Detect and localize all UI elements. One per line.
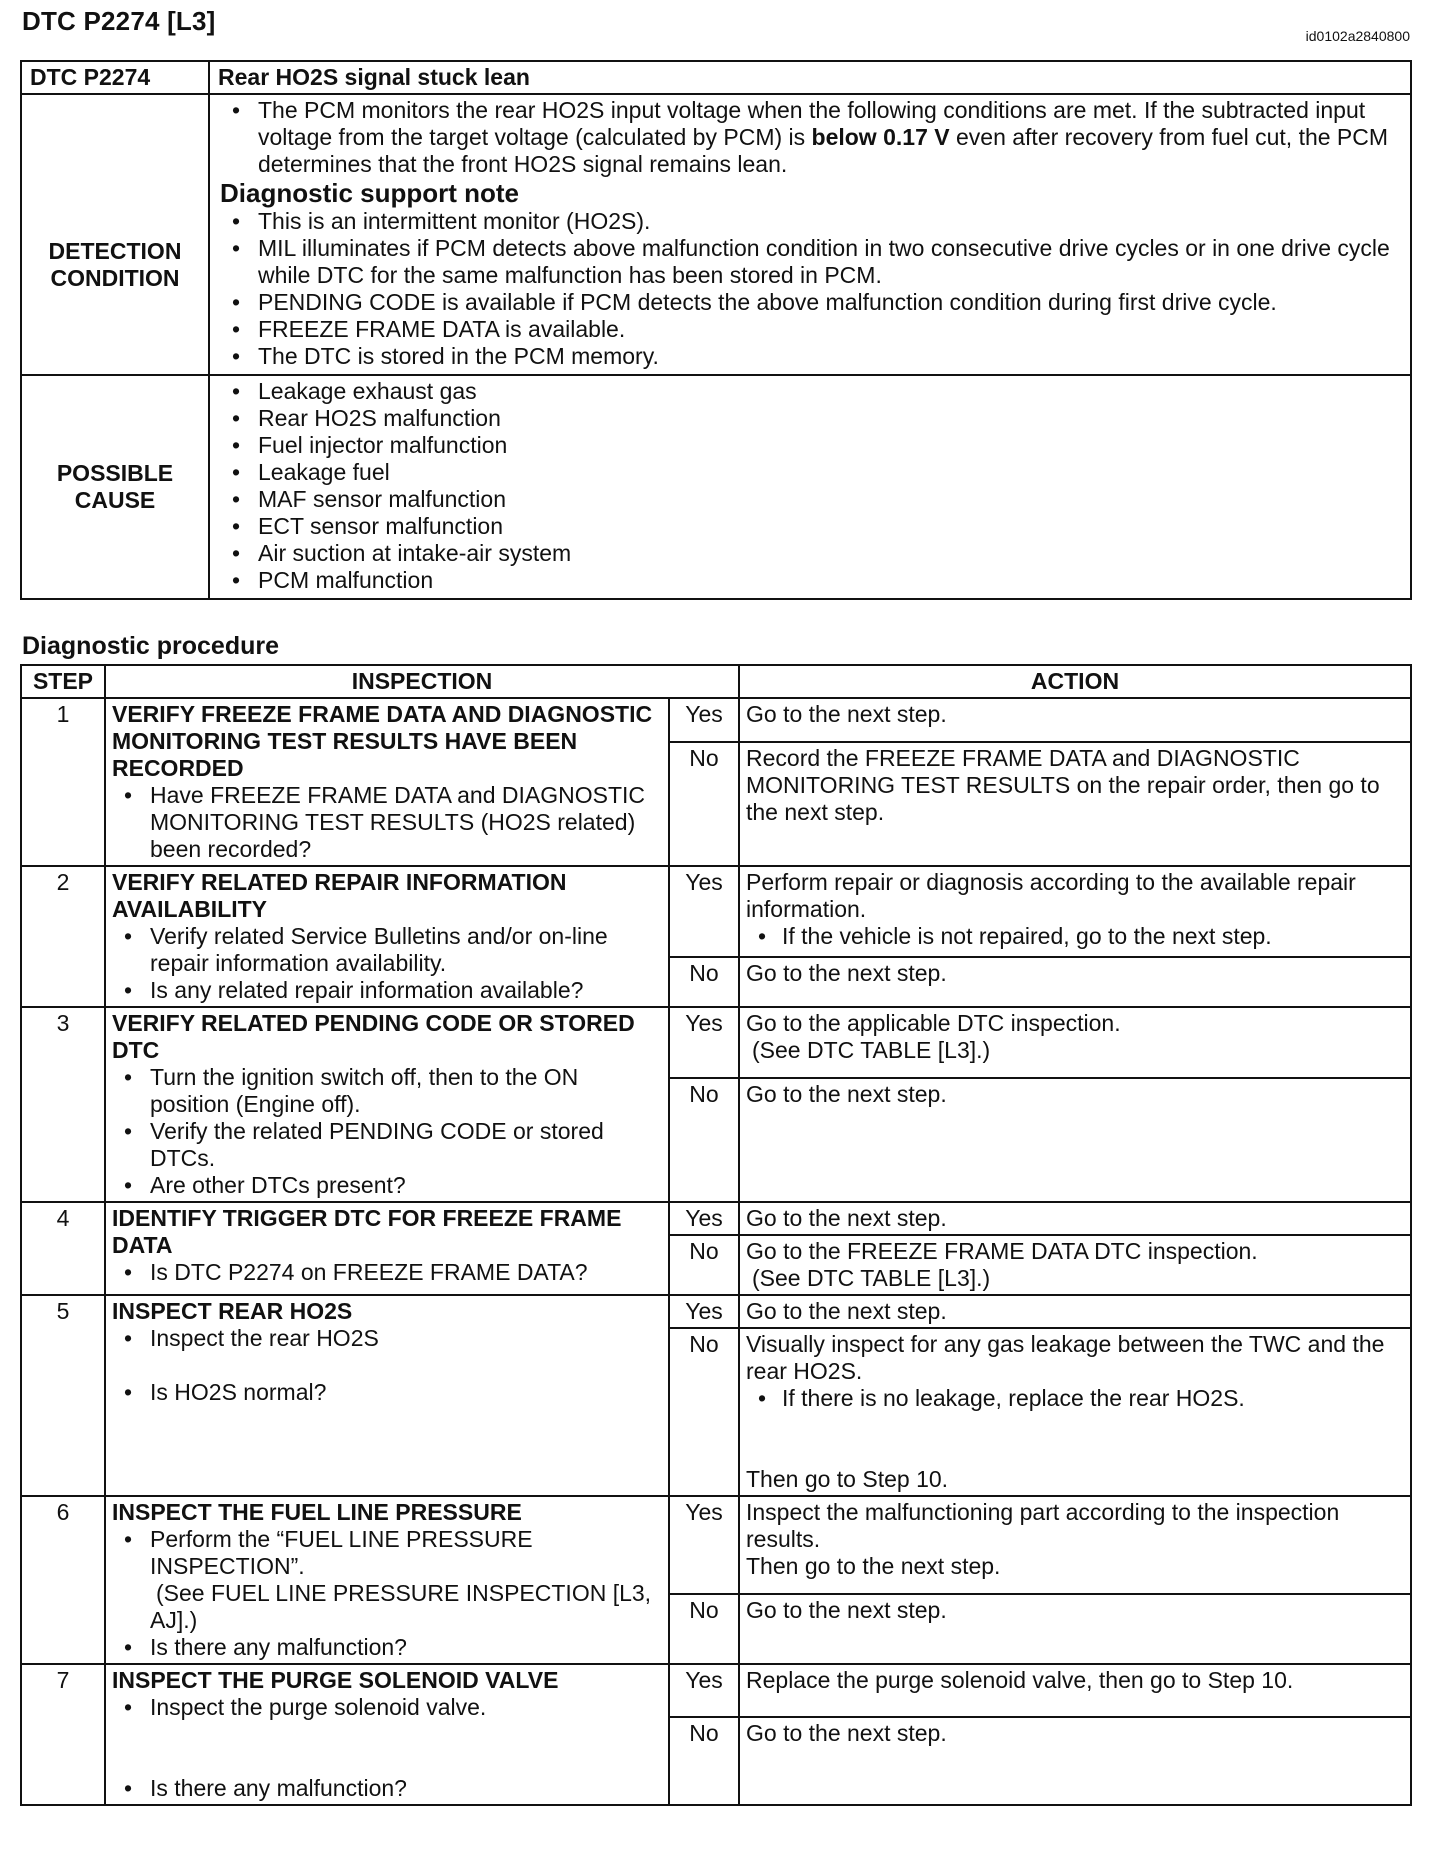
detection-monitor-text: • The PCM monitors the rear HO2S input voltage when the following conditions are met. If the subtracted input voltage from the target voltage (calculated by PCM) is below 0.17 V even after recovery from fuel cut, the PCM determines that the front HO2S signal remains lean. xyxy=(220,97,1402,178)
list-item: • Turn the ignition switch off, then to the ON position (Engine off). xyxy=(112,1064,662,1118)
no-label: No xyxy=(669,1235,739,1295)
inspection-cell xyxy=(105,698,669,866)
list-item: • If the vehicle is not repaired, go to the next step. xyxy=(746,923,1404,950)
dtc-description: Rear HO2S signal stuck lean xyxy=(209,61,1411,94)
table-row xyxy=(21,1295,1411,1328)
list-item: • Inspect the purge solenoid valve. xyxy=(112,1694,662,1721)
table-row xyxy=(21,1664,1411,1717)
list-item: • The DTC is stored in the PCM memory. xyxy=(220,343,1402,370)
table-row xyxy=(21,866,1411,957)
detection-condition-label: DETECTION CONDITION xyxy=(21,94,209,375)
step-number: 2 xyxy=(21,866,105,1007)
yes-label: Yes xyxy=(669,1202,739,1235)
inspection-title: VERIFY RELATED REPAIR INFORMATION AVAILABILITY xyxy=(112,869,567,922)
list-item: • ECT sensor malfunction xyxy=(220,513,1402,540)
list-item: • Is there any malfunction? xyxy=(112,1634,662,1661)
detection-condition-row xyxy=(21,94,1411,375)
no-action: Go to the next step. xyxy=(739,1594,1411,1664)
yes-action: Go to the applicable DTC inspection. (See DTC TABLE [L3].) xyxy=(739,1007,1411,1078)
inspection-cell xyxy=(105,1202,669,1295)
reference-link[interactable]: (See FUEL LINE PRESSURE INSPECTION [L3, AJ].) xyxy=(150,1580,652,1633)
inspection-cell xyxy=(105,1496,669,1664)
inspection-title: VERIFY FREEZE FRAME DATA AND DIAGNOSTIC MONITORING TEST RESULTS HAVE BEEN RECORDED xyxy=(112,701,653,781)
no-label: No xyxy=(669,1594,739,1664)
step-number: 5 xyxy=(21,1295,105,1496)
dtc-info-table xyxy=(20,60,1412,600)
inspection-cell xyxy=(105,1007,669,1202)
no-action: Go to the next step. xyxy=(739,1078,1411,1202)
document-id: id0102a2840800 xyxy=(1305,28,1410,44)
diagnostic-notes-list xyxy=(220,208,1402,370)
step-number: 7 xyxy=(21,1664,105,1805)
yes-action: Perform repair or diagnosis according to the available repair information. • If the vehicle is not repaired, go to the next step. xyxy=(739,866,1411,957)
reference-link[interactable]: (See DTC TABLE [L3].) xyxy=(752,1037,991,1063)
list-item: • Have FREEZE FRAME DATA and DIAGNOSTIC MONITORING TEST RESULTS (HO2S related) been recorded? xyxy=(112,782,662,863)
diagnostic-support-note-heading: Diagnostic support note xyxy=(220,178,519,208)
inspection-title: INSPECT THE FUEL LINE PRESSURE xyxy=(112,1499,522,1525)
list-item: • FREEZE FRAME DATA is available. xyxy=(220,316,1402,343)
list-item: • This is an intermittent monitor (HO2S). xyxy=(220,208,1402,235)
list-item: • Inspect the rear HO2S xyxy=(112,1325,662,1352)
possible-cause-list xyxy=(220,378,1402,594)
list-item: • Verify related Service Bulletins and/or on-line repair information availability. xyxy=(112,923,662,977)
yes-label: Yes xyxy=(669,866,739,957)
inspection-cell xyxy=(105,1295,669,1496)
no-action: Record the FREEZE FRAME DATA and DIAGNOSTIC MONITORING TEST RESULTS on the repair order, then go to the next step. xyxy=(739,742,1411,866)
list-item: • Fuel injector malfunction xyxy=(220,432,1402,459)
no-action: Go to the next step. xyxy=(739,957,1411,1007)
list-item: • Is DTC P2274 on FREEZE FRAME DATA? xyxy=(112,1259,662,1286)
no-action: Go to the next step. xyxy=(739,1717,1411,1805)
list-item: • Air suction at intake-air system xyxy=(220,540,1402,567)
yes-action: Go to the next step. xyxy=(739,1295,1411,1328)
list-item: • Leakage fuel xyxy=(220,459,1402,486)
list-item: • If there is no leakage, replace the rear HO2S. xyxy=(746,1385,1404,1412)
yes-action: Go to the next step. xyxy=(739,698,1411,742)
no-action: Visually inspect for any gas leakage between the TWC and the rear HO2S. • If there is no leakage, replace the rear HO2S. Then go to Step 10. xyxy=(739,1328,1411,1496)
step-number: 4 xyxy=(21,1202,105,1295)
diagnostic-procedure-heading: Diagnostic procedure xyxy=(22,632,279,660)
step-column-header: STEP xyxy=(21,665,105,698)
list-item: • Leakage exhaust gas xyxy=(220,378,1402,405)
list-item: • MIL illuminates if PCM detects above malfunction condition in two consecutive drive cycles or in one drive cycle while DTC for the same malfunction has been stored in PCM. xyxy=(220,235,1402,289)
inspection-title: VERIFY RELATED PENDING CODE OR STORED DTC xyxy=(112,1010,635,1063)
action-column-header: ACTION xyxy=(739,665,1411,698)
yes-action: Go to the next step. xyxy=(739,1202,1411,1235)
step-number: 6 xyxy=(21,1496,105,1664)
yes-label: Yes xyxy=(669,1496,739,1594)
inspection-title: INSPECT THE PURGE SOLENOID VALVE xyxy=(112,1667,559,1693)
list-item: • Perform the “FUEL LINE PRESSURE INSPECTION”. (See FUEL LINE PRESSURE INSPECTION [L3, AJ].) xyxy=(112,1526,662,1634)
reference-link[interactable]: (See DTC TABLE [L3].) xyxy=(752,1265,991,1291)
list-item: • PENDING CODE is available if PCM detects the above malfunction condition during first drive cycle. xyxy=(220,289,1402,316)
no-label: No xyxy=(669,1717,739,1805)
inspection-title: IDENTIFY TRIGGER DTC FOR FREEZE FRAME DATA xyxy=(112,1205,622,1258)
diagnostic-procedure-table xyxy=(20,664,1412,1806)
step-number: 3 xyxy=(21,1007,105,1202)
yes-label: Yes xyxy=(669,1664,739,1717)
yes-label: Yes xyxy=(669,1007,739,1078)
detection-monitor-list xyxy=(220,97,1402,178)
step-number: 1 xyxy=(21,698,105,866)
table-row xyxy=(21,1202,1411,1235)
dtc-header-row xyxy=(21,61,1411,94)
yes-action: Inspect the malfunctioning part according to the inspection results. Then go to the next step. xyxy=(739,1496,1411,1594)
list-item: • Verify the related PENDING CODE or stored DTCs. xyxy=(112,1118,662,1172)
no-label: No xyxy=(669,957,739,1007)
inspection-cell xyxy=(105,866,669,1007)
page-title: DTC P2274 [L3] xyxy=(22,6,216,36)
list-item: • MAF sensor malfunction xyxy=(220,486,1402,513)
possible-cause-content xyxy=(209,375,1411,599)
table-row xyxy=(21,698,1411,742)
possible-cause-label: POSSIBLE CAUSE xyxy=(21,375,209,599)
list-item: • PCM malfunction xyxy=(220,567,1402,594)
list-item: • Rear HO2S malfunction xyxy=(220,405,1402,432)
dtc-code: DTC P2274 xyxy=(21,61,209,94)
yes-action: Replace the purge solenoid valve, then go to Step 10. xyxy=(739,1664,1411,1717)
yes-label: Yes xyxy=(669,1295,739,1328)
inspection-cell xyxy=(105,1664,669,1805)
no-action: Go to the FREEZE FRAME DATA DTC inspection. (See DTC TABLE [L3].) xyxy=(739,1235,1411,1295)
procedure-header-row xyxy=(21,665,1411,698)
threshold-voltage: below 0.17 V xyxy=(811,124,950,150)
inspection-column-header: INSPECTION xyxy=(105,665,739,698)
inspection-title: INSPECT REAR HO2S xyxy=(112,1298,353,1324)
list-item: • Is any related repair information available? xyxy=(112,977,662,1004)
possible-cause-row xyxy=(21,375,1411,599)
yes-label: Yes xyxy=(669,698,739,742)
detection-condition-content xyxy=(209,94,1411,375)
table-row xyxy=(21,1496,1411,1594)
list-item: • Are other DTCs present? xyxy=(112,1172,662,1199)
table-row xyxy=(21,1007,1411,1078)
no-label: No xyxy=(669,742,739,866)
list-item: • Is HO2S normal? xyxy=(112,1379,662,1406)
list-item: • Is there any malfunction? xyxy=(112,1775,662,1802)
no-label: No xyxy=(669,1078,739,1202)
no-label: No xyxy=(669,1328,739,1496)
